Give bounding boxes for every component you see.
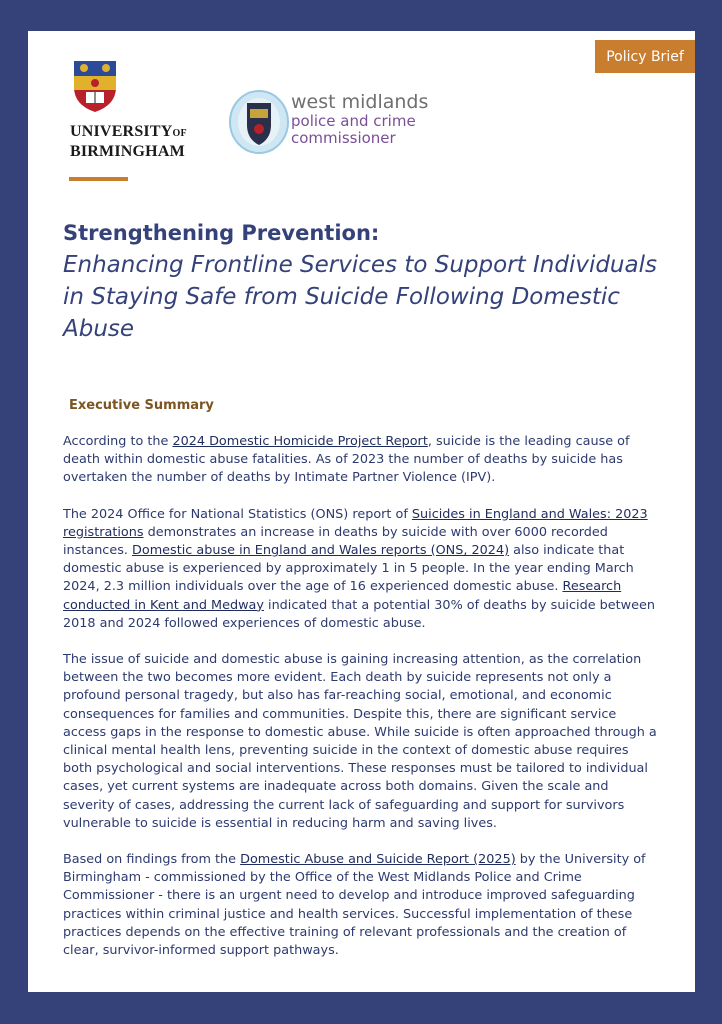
title-subtitle: Enhancing Frontline Services to Support Individuals in Staying Safe from Suicide Following Domestic Abuse <box>63 252 657 342</box>
document-page <box>28 31 695 992</box>
police-commissioner-name: west midlands police and crime commissioner <box>291 91 429 147</box>
link-kent-medway-research[interactable]: Research conducted in Kent and Medway <box>63 579 622 613</box>
link-domestic-abuse-suicide-report[interactable]: Domestic Abuse and Suicide Report (2025) <box>240 852 516 868</box>
paragraph-4: Based on findings from the Domestic Abuse and Suicide Report (2025) by the University of Birmingham - commissioned by the Office of the West Midlands Police and Crime Commissioner - there is an urgent need to develop and introduce improved safeguarding practices within criminal justice and health services. Successful implementation of these practices depends on the effective training of relevant professionals and the creation of clear, survivor-informed support pathways. <box>63 852 646 959</box>
paragraph-3: The issue of suicide and domestic abuse is gaining increasing attention, as the correlation between the two becomes more evident. Each death by suicide represents not only a profound personal tragedy, but also has far-reaching social, emotional, and economic consequences for families and communities. Despite this, there are significant service access gaps in the response to domestic abuse. While suicide is often approached through a clinical mental health lens, preventing suicide in the context of domestic abuse requires both psychological and social interventions. These responses must be tailored to individual cases, yet current systems are inadequate across both domains. Given the scale and severity of cases, addressing the current lack of safeguarding and support for survivors vulnerable to suicide is essential in reducing harm and saving lives. <box>63 652 657 831</box>
link-domestic-abuse-ons[interactable]: Domestic abuse in England and Wales reports (ONS, 2024) <box>132 543 510 559</box>
police-commissioner-badge-icon <box>228 89 290 155</box>
university-crest-icon <box>72 59 118 113</box>
accent-divider <box>69 177 128 181</box>
link-domestic-homicide-report[interactable]: 2024 Domestic Homicide Project Report <box>172 434 428 449</box>
document-body <box>63 433 659 978</box>
paragraph-2: The 2024 Office for National Statistics (ONS) report of Suicides in England and Wales: 2023 registrations demonstrates an increase in deaths by suicide with over 6000 recorded instances. Domestic abuse in England and Wales reports (ONS, 2024) also indicate that domestic abuse is experienced by approximately 1 in 5 people. In the year ending March 2024, 2.3 million individuals over the age of 16 experienced domestic abuse. Research conducted in Kent and Medway indicated that a potential 30% of deaths by suicide between 2018 and 2024 followed experiences of domestic abuse. <box>63 506 655 631</box>
university-name: UNIVERSITYOF BIRMINGHAM <box>70 123 187 160</box>
section-heading: Executive Summary <box>69 398 214 413</box>
paragraph-1: According to the 2024 Domestic Homicide Project Report, suicide is the leading cause of death within domestic abuse fatalities. As of 2023 the number of deaths by suicide has overtaken the number of deaths by Intimate Partner Violence (IPV). <box>63 434 630 486</box>
policy-brief-tag: Policy Brief <box>595 40 695 73</box>
link-suicides-england-wales[interactable]: Suicides in England and Wales: 2023 registrations <box>63 506 648 540</box>
document-title <box>63 219 663 345</box>
title-main: Strengthening Prevention: <box>63 221 380 245</box>
